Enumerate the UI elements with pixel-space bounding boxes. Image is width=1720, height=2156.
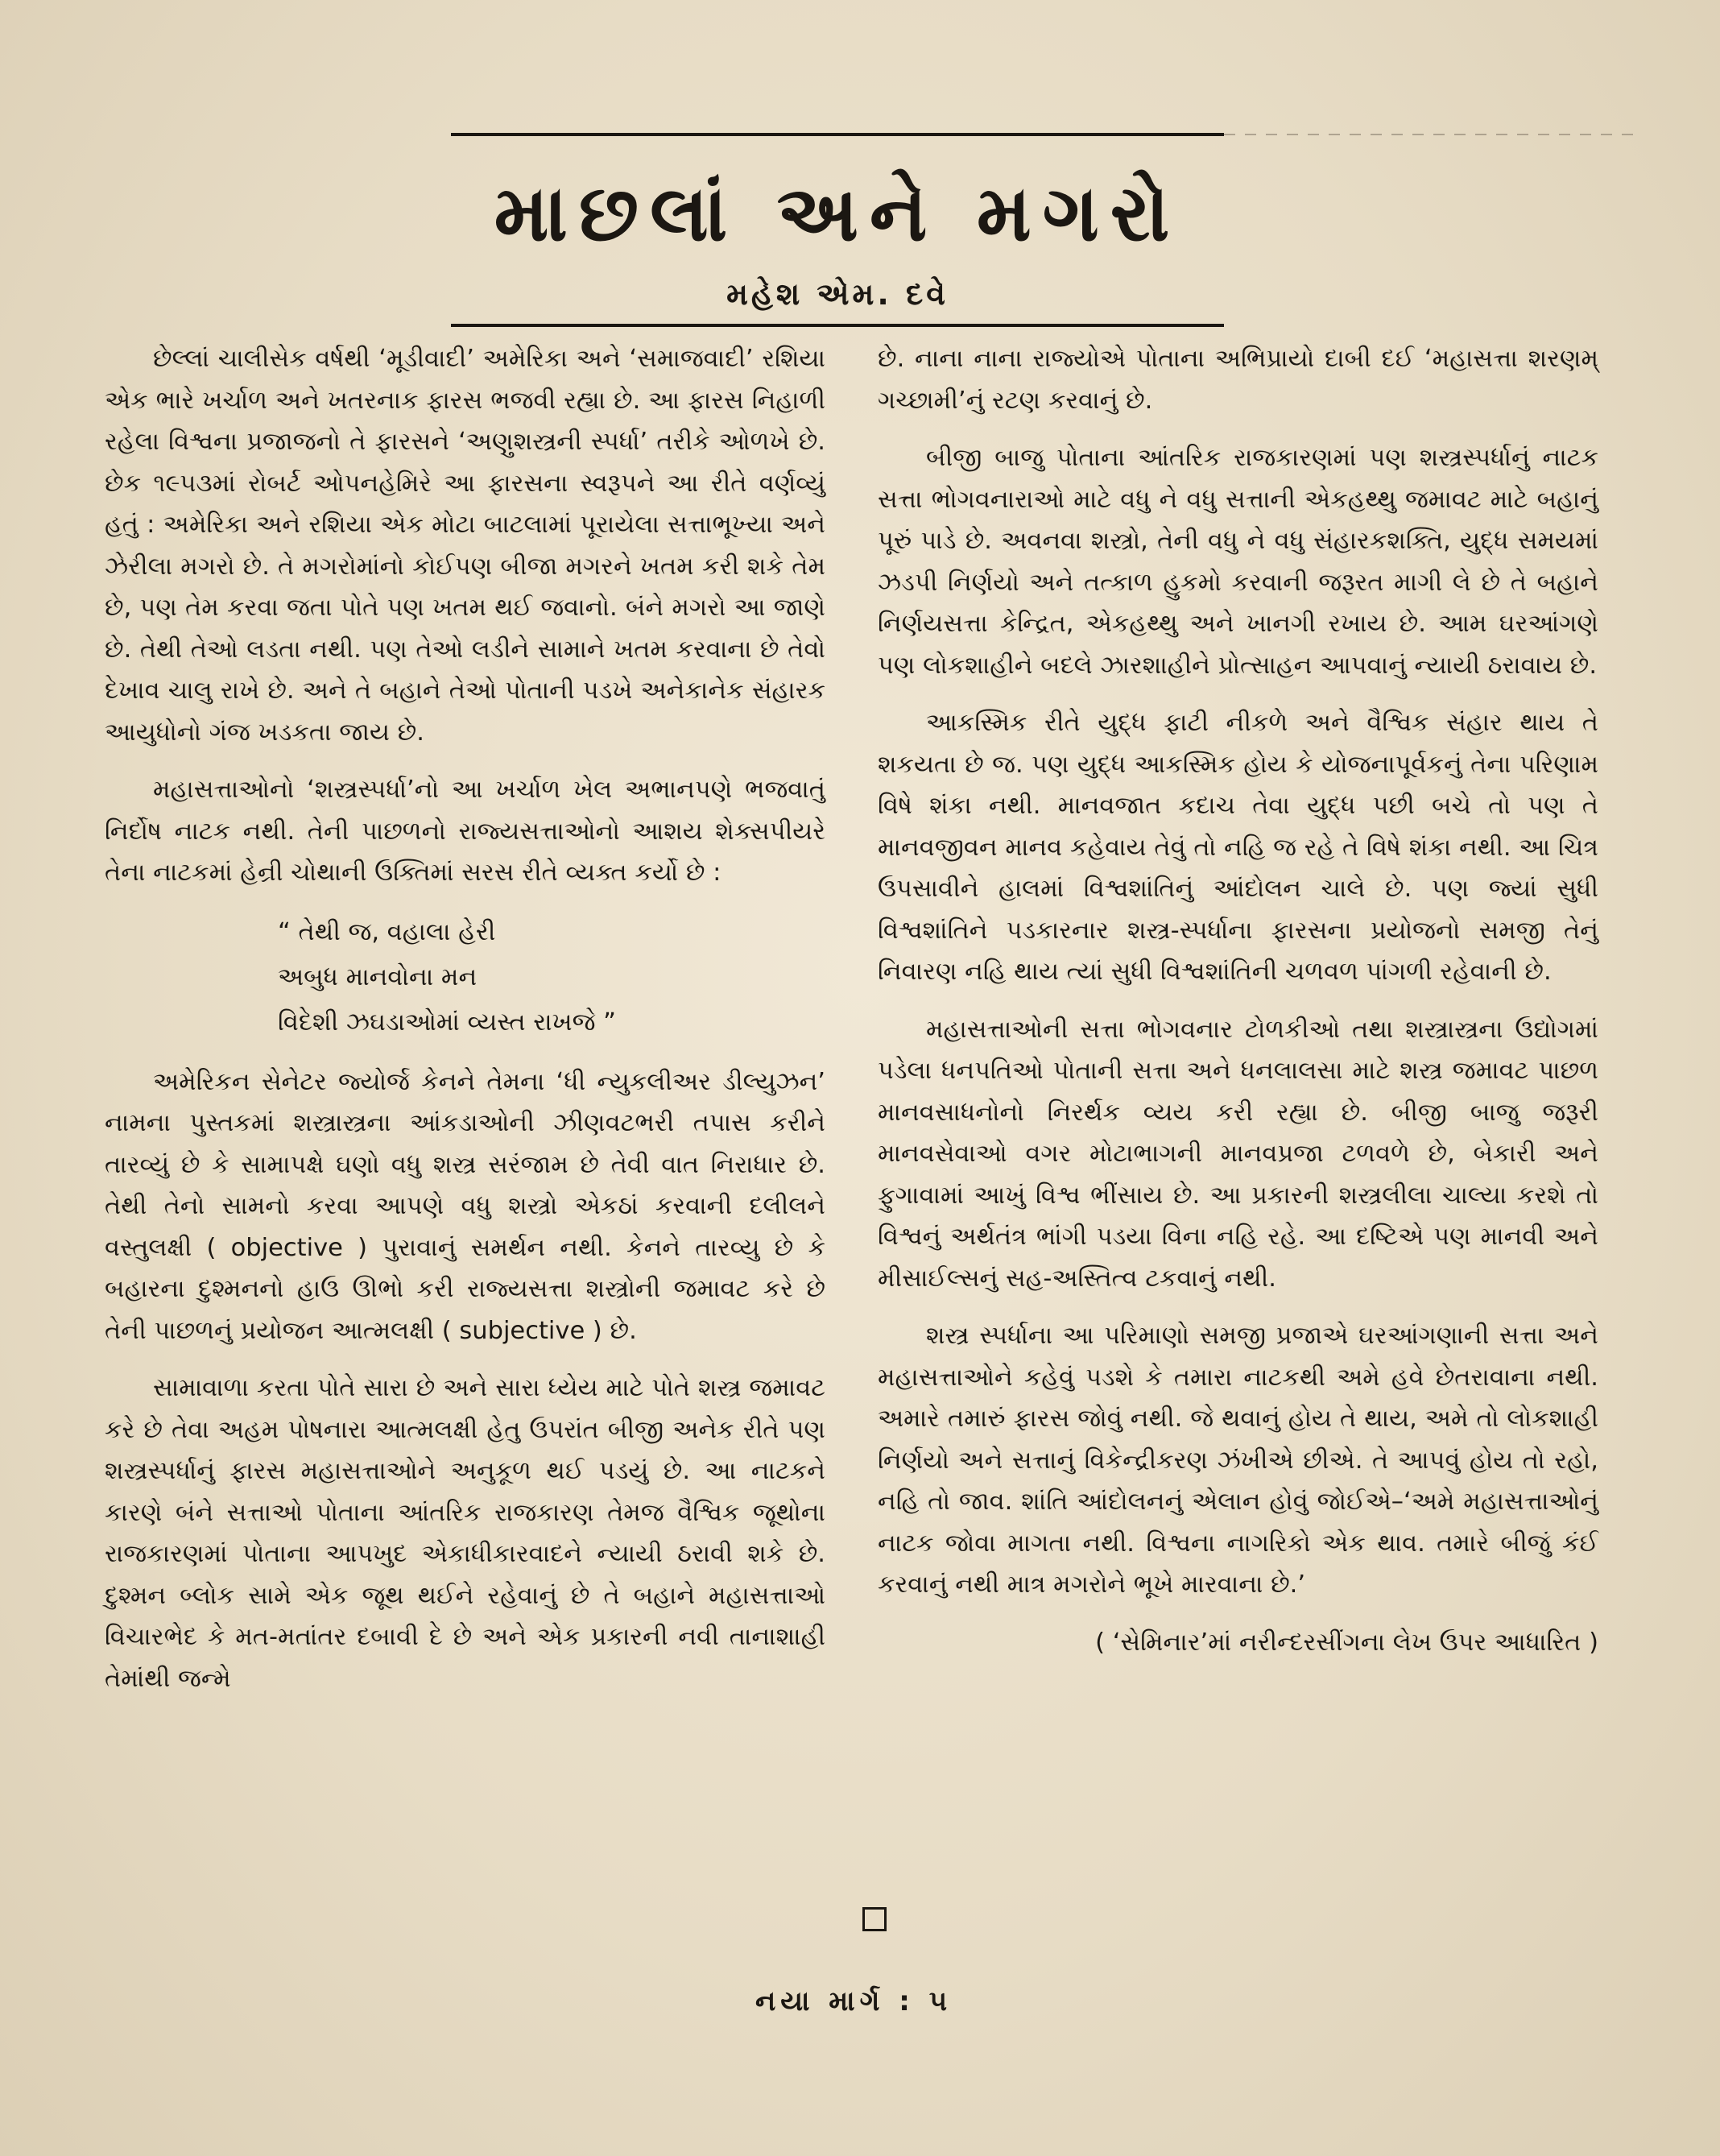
paragraph: મહાસત્તાઓનો ‘શસ્ત્રસ્પર્ધા’નો આ ખર્ચાળ ખેલ અભાનપણે ભજવાતું નિર્દોષ નાટક નથી. તેની પાછળનો રાજ્યસત્તાઓનો આશય શેક્સપીયરે તેના નાટકમાં હેન્રી ચોથાની ઉક્તિમાં સરસ રીતે વ્યક્ત કર્યો છે :: [105, 776, 825, 887]
right-column: [878, 338, 1598, 1663]
verse-line: વિદેશી ઝઘડાઓમાં વ્યસ્ત રાખજે ”: [278, 1008, 616, 1037]
article-title: માછલાં અને મગરો: [494, 168, 1181, 259]
title-top-rule: [451, 133, 1224, 136]
paragraph-continued: છે. નાના નાના રાજ્યોએ પોતાના અભિપ્રાયો દાબી દઈ ‘મહાસત્તા શરણમ્ ગચ્છામી’નું રટણ કરવાનું છે.: [878, 345, 1598, 415]
end-mark-icon: [862, 1907, 887, 1931]
verse-line: “ તેથી જ, વહાલા હેરી: [278, 917, 496, 946]
page-footer: નયા માર્ગ : ૫: [755, 1985, 953, 2017]
paragraph: છેલ્લાં ચાલીસેક વર્ષથી ‘મૂડીવાદી’ અમેરિકા અને ‘સમાજવાદી’ રશિયા એક ભારે ખર્ચાળ અને ખતરનાક ફારસ ભજવી રહ્યા છે. આ ફારસ નિહાળી રહેલા વિશ્વના પ્રજાજનો તે ફારસને ‘અણુશસ્ત્રની સ્પર્ધા’ તરીકે ઓળખે છે. છેક ૧૯૫૩માં રોબર્ટ ઓપનહેમિરે આ ફારસના સ્વરૂપને આ રીતે વર્ણવ્યું હતું : અમેરિકા અને રશિયા એક મોટા બાટલામાં પૂરાયેલા સત્તાભૂખ્યા અને ઝેરીલા મગરો છે. તે મગરોમાંનો કોઈપણ બીજા મગરને ખતમ કરી શકે તેમ છે, પણ તેમ કરવા જતા પોતે પણ ખતમ થઈ જવાનો. બંને મગરો આ જાણે છે. તેથી તેઓ લડતા નથી. પણ તેઓ લડીને સામાને ખતમ કરવાના છે તેવો દેખાવ ચાલુ રાખે છે. અને તે બહાને તેઓ પોતાની પડખે અનેકાનેક સંહારક આયુધોનો ગંજ ખડકતા જાય છે.: [105, 345, 825, 747]
left-column: [105, 338, 825, 1715]
paragraph: આકસ્મિક રીતે યુદ્ધ ફાટી નીકળે અને વૈશ્વિક સંહાર થાય તે શકયતા છે જ. પણ યુદ્ધ આકસ્મિક હોય કે યોજનાપૂર્વકનું તેના પરિણામ વિષે શંકા નથી. માનવજાત કદાચ તેવા યુદ્ધ પછી બચે તો પણ તે માનવજીવન માનવ કહેવાય તેવું તો નહિ જ રહે તે વિષે શંકા નથી. આ ચિત્ર ઉપસાવીને હાલમાં વિશ્વશાંતિનું આંદોલન ચાલે છે. પણ જ્યાં સુધી વિશ્વશાંતિને પડકારનાર શસ્ત્ર-સ્પર્ધાના ફારસના પ્રયોજનો સમજી તેનું નિવારણ નહિ થાય ત્યાં સુધી વિશ્વશાંતિની ચળવળ પાંગળી રહેવાની છે.: [878, 709, 1598, 986]
quoted-verse: [278, 910, 825, 1045]
source-credit: ( ‘સેમિનાર’માં નરીન્દરસીંગના લેખ ઉપર આધારિત ): [1095, 1628, 1598, 1657]
verse-line: અબુધ માનવોના મન: [278, 962, 478, 991]
article-author: મહેશ એમ. દવે: [726, 276, 949, 312]
title-bottom-rule: [451, 324, 1224, 327]
paragraph: શસ્ત્ર સ્પર્ધાના આ પરિમાણો સમજી પ્રજાએ ઘરઆંગણાની સત્તા અને મહાસત્તાઓને કહેવું પડશે કે તમારા નાટકથી અમે હવે છેતરાવાના નથી. અમારે તમારું ફારસ જોવું નથી. જે થવાનું હોય તે થાય, અમે તો લોકશાહી નિર્ણયો અને સત્તાનું વિકેન્દ્રીકરણ ઝંખીએ છીએ. તે આપવું હોય તો રહો, નહિ તો જાવ. શાંતિ આંદોલનનું એલાન હોવું જોઈએ–‘અમે મહાસત્તાઓનું નાટક જોવા માગતા નથી. વિશ્વના નાગરિકો એક થાવ. તમારે બીજું કંઈ કરવાનું નથી માત્ર મગરોને ભૂખે મારવાના છે.’: [878, 1322, 1598, 1599]
paragraph: મહાસત્તાઓની સત્તા ભોગવનાર ટોળકીઓ તથા શસ્ત્રાસ્ત્રના ઉદ્યોગમાં પડેલા ધનપતિઓ પોતાની સત્તા અને ધનલાલસા માટે શસ્ત્ર જમાવટ પાછળ માનવસાધનોનો નિરર્થક વ્યય કરી રહ્યા છે. બીજી બાજુ જરૂરી માનવસેવાઓ વગર મોટાભાગની માનવપ્રજા ટળવળે છે, બેકારી અને ફુગાવામાં આખું વિશ્વ ભીંસાય છે. આ પ્રકારની શસ્ત્રલીલા ચાલ્યા કરશે તો વિશ્વનું અર્થતંત્ર ભાંગી પડયા વિના નહિ રહે. આ દષ્ટિએ પણ માનવી અને મીસાઈલ્સનું સહ-અસ્તિત્વ ટકવાનું નથી.: [878, 1015, 1598, 1293]
top-rule-faded-extension: [1224, 134, 1643, 135]
paragraph: અમેરિકન સેનેટર જ્યોર્જ કેનને તેમના ‘ધી ન્યુકલીઅર ડીલ્યુઝન’ નામના પુસ્તકમાં શસ્ત્રાસ્ત્રના આંકડાઓની ઝીણવટભરી તપાસ કરીને તારવ્યું છે કે સામાપક્ષે ઘણો વધુ શસ્ત્ર સરંજામ છે તેવી વાત નિરાધાર છે. તેથી તેનો સામનો કરવા આપણે વધુ શસ્ત્રો એકઠાં કરવાની દલીલને વસ્તુલક્ષી ( objective ) પુરાવાનું સમર્થન નથી. કેનને તારવ્યુ છે કે બહારના દુશ્મનનો હાઉ ઊભો કરી રાજ્યસત્તા શસ્ત્રોની જમાવટ કરે છે તેની પાછળનું પ્રયોજન આત્મલક્ષી ( subjective ) છે.: [105, 1067, 825, 1345]
paragraph: સામાવાળા કરતા પોતે સારા છે અને સારા ધ્યેય માટે પોતે શસ્ત્ર જમાવટ કરે છે તેવા અહમ પોષનારા આત્મલક્ષી હેતુ ઉપરાંત બીજી અનેક રીતે પણ શસ્ત્રસ્પર્ધાનું ફારસ મહાસત્તાઓને અનુકૂળ થઈ પડયું છે. આ નાટકને કારણે બંને સત્તાઓ પોતાના આંતરિક રાજકારણ તેમજ વૈશ્વિક જૂથોના રાજકારણમાં પોતાના આપખુદ એકાધીકારવાદને ન્યાયી ઠરાવી શકે છે. દુશ્મન બ્લોક સામે એક જૂથ થઈને રહેવાનું છે તે બહાને મહાસત્તાઓ વિચારભેદ કે મત-મતાંતર દબાવી દે છે અને એક પ્રકારની નવી તાનાશાહી તેમાંથી જન્મે: [105, 1374, 825, 1693]
paragraph: બીજી બાજુ પોતાના આંતરિક રાજકારણમાં પણ શસ્ત્રસ્પર્ધાનું નાટક સત્તા ભોગવનારાઓ માટે વધુ ને વધુ સત્તાની એકહથ્થુ જમાવટ માટે બહાનું પૂરું પાડે છે. અવનવા શસ્ત્રો, તેની વધુ ને વધુ સંહારકશક્તિ, યુદ્ધ સમયમાં ઝડપી નિર્ણયો અને તત્કાળ હુકમો કરવાની જરૂરત માગી લે છે તે બહાને નિર્ણયસત્તા કેન્દ્રિત, એકહથ્થુ અને ખાનગી રખાય છે. આમ ઘરઆંગણે પણ લોકશાહીને બદલે ઝારશાહીને પ્રોત્સાહન આપવાનું ન્યાયી ઠરાવાય છે.: [878, 444, 1598, 680]
